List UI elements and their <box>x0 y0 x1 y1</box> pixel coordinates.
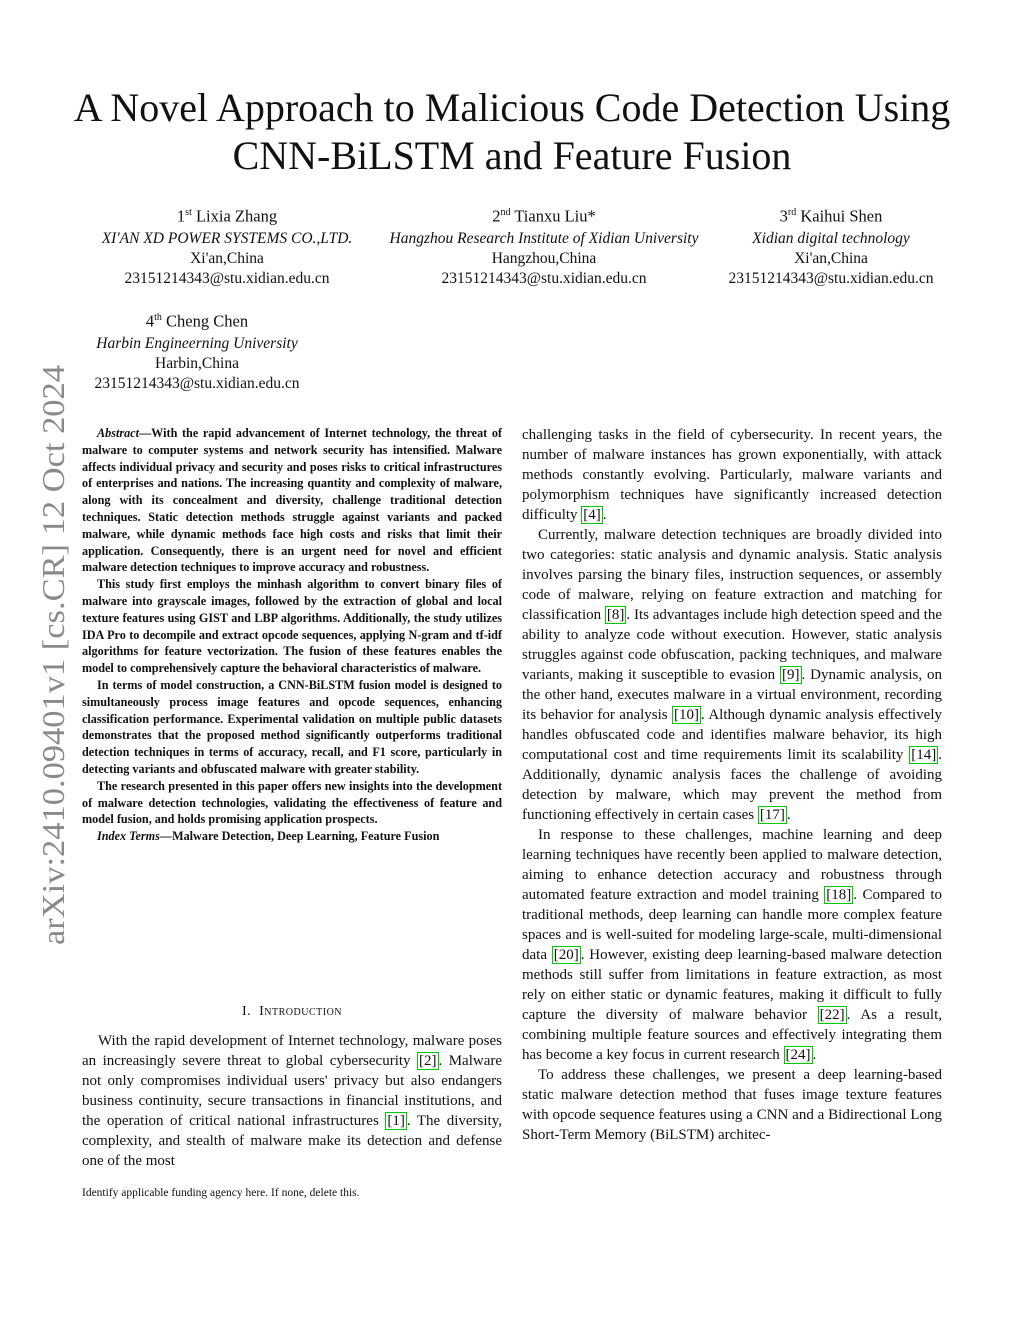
author-email[interactable]: 23151214343@stu.xidian.edu.cn <box>441 269 647 287</box>
citation-link[interactable]: [24] <box>785 1047 811 1063</box>
author-block-4 <box>82 308 312 394</box>
citation-link[interactable]: [4] <box>583 507 601 523</box>
author-affiliation: Xidian digital technology <box>752 229 910 247</box>
author-affiliation: XI'AN XD POWER SYSTEMS CO.,LTD. <box>101 229 353 247</box>
citation-link[interactable]: [20] <box>553 947 579 963</box>
citation-link[interactable]: [8] <box>606 607 625 623</box>
arxiv-sidebar-svg <box>20 360 80 950</box>
abstract-paragraph-4: The research presented in this paper offers new insights into the development of malware detection technologies, validating the effectiveness of feature and model fusion, and holds promising application prospects. <box>82 778 502 827</box>
footnote: Identify applicable funding agency here. If none, delete this. <box>82 1187 360 1199</box>
paper-title: A Novel Approach to Malicious Code Detection Using CNN-BiLSTM and Feature Fusion <box>73 85 951 178</box>
citation-link[interactable]: [2] <box>419 1053 437 1069</box>
intro-paragraph-1-cont: challenging tasks in the field of cybersecurity. In recent years, the number of malware instances has grown exponentially, with attack methods constantly evolving. Particularly, malware variants and polymorphism techniques have significantly increased detection difficulty [4] . <box>522 427 942 523</box>
citation-link[interactable]: [22] <box>819 1007 845 1023</box>
intro-paragraph-2: Currently, malware detection techniques are broadly divided into two categories: static analysis and dynamic analysis. Static analysis involves parsing the binary files, instruction sequences, or assembly code of malware, relying on feature extraction and matching for classification [8] . Its advantages include high detection speed and the ability to analyze code without execution. However, static analysis struggles against code obfuscation, packing techniques, and malware variants, making it susceptible to evasion [9] . Dynamic analysis, on the other hand, executes malware in a virtual environment, recording its behavior for analysis [10] . Although dynamic analysis effectively handles obfuscated code and identifies malware behavior, its high computational cost and time requirements limit its scalability [14] . Additionally, dynamic analysis faces the challenge of avoiding detection by malware, which may prevent the method from functioning effectively in certain cases [17] . <box>522 527 943 823</box>
intro-paragraph-3: In response to these challenges, machine learning and deep learning techniques have recently been applied to malware detection, aiming to enhance detection accuracy and robustness through automated feature extraction and model training [18] . Compared to traditional methods, deep learning can handle more complex feature spaces and is well-suited for modeling large-scale, multi-dimensional data [20] . However, existing deep learning-based malware detection methods still suffer from limitations in feature extraction, as most rely on either static or dynamic features, making it difficult to fully capture the diversity of malware behavior [22] . As a result, combining multiple feature sources and effectively integrating them has become a key focus in current research [24] . <box>522 827 943 1063</box>
citation-link[interactable]: [1] <box>387 1113 405 1129</box>
author-email[interactable]: 23151214343@stu.xidian.edu.cn <box>124 269 330 287</box>
abstract-paragraph-3: In terms of model construction, a CNN-BiLSTM fusion model is designed to simultaneously process image features and opcode sequences, enhancing classification performance. Experimental validation on multiple public datasets demonstrates that the proposed method significantly outperforms traditional detection techniques in terms of accuracy, recall, and F1 score, particularly in detecting variants and obfuscated malware with greater stability. <box>82 677 502 776</box>
index-terms-label: Index Terms <box>97 829 160 844</box>
citation-link[interactable]: [18] <box>826 887 852 903</box>
abstract-label: Abstract <box>97 426 139 440</box>
abstract-paragraph-2: This study first employs the minhash algorithm to convert binary files of malware into grayscale images, followed by the extraction of global and local texture features using GIST and LBP algorithms. Additionally, the study utilizes IDA Pro to decompile and extract opcode sequences, applying N-gram and tf-idf algorithms for feature vectorization. The fusion of these features enables the model to comprehensively capture the behavioral characteristics of malware. <box>82 577 502 676</box>
right-column <box>522 425 942 1145</box>
author-name: 3rd Kaihui Shen <box>779 206 883 226</box>
citation-link[interactable]: [10] <box>674 707 700 723</box>
author-name: 1st Lixia Zhang <box>176 206 278 226</box>
abstract <box>82 425 502 845</box>
citation-link[interactable]: [9] <box>782 667 800 683</box>
author-location: Harbin,China <box>155 354 239 372</box>
index-terms: Index Terms—Malware Detection, Deep Learning, Feature Fusion <box>97 829 440 844</box>
citation-link[interactable]: [14] <box>911 747 937 763</box>
author-location: Xi'an,China <box>190 249 264 267</box>
intro-paragraph-4: To address these challenges, we present a deep learning-based static malware detection method that fuses image texture features with opcode sequence features using a CNN and a Bidirectional Long Short-Term Memory (BiLSTM) architec- <box>522 1067 942 1143</box>
author-block-1 <box>82 203 372 289</box>
author-affiliation: Hangzhou Research Institute of Xidian University <box>389 229 699 247</box>
author-name: 4th Cheng Chen <box>145 311 249 331</box>
section-heading-introduction: I. Introduction <box>241 1004 343 1019</box>
citation-link[interactable]: [17] <box>759 807 785 823</box>
intro-paragraph-1: With the rapid development of Internet technology, malware poses an increasingly severe threat to global cybersecurity [2] . Malware not only compromises individual users' privacy but also endangers business continuity, secure transactions in financial institutions, and the operation of critical national infrastructures [1] . The diversity, complexity, and stealth of malware make its detection and defense one of the most <box>82 1033 503 1169</box>
introduction-left <box>82 1031 502 1171</box>
author-name: 2nd Tianxu Liu* <box>492 206 596 226</box>
arxiv-sidebar-stamp <box>20 360 80 950</box>
author-location: Xi'an,China <box>794 249 868 267</box>
author-block-2 <box>372 203 716 289</box>
author-location: Hangzhou,China <box>491 249 597 267</box>
author-block-3 <box>718 203 944 289</box>
author-email[interactable]: 23151214343@stu.xidian.edu.cn <box>728 269 934 287</box>
author-affiliation: Harbin Engineerning University <box>96 334 298 352</box>
abstract-paragraph-1: Abstract—With the rapid advancement of Internet technology, the threat of malware to computer systems and network security has intensified. Malware affects individual privacy and security and poses risks to critical infrastructures of enterprises and nations. The increasing quantity and complexity of malware, along with its concealment and diversity, challenge traditional detection techniques. Static detection methods struggle against variants and packed malware, while dynamic methods face high costs and risks that limit their application. Consequently, there is an urgent need for novel and efficient malware detection techniques to improve accuracy and robustness. <box>82 426 502 575</box>
arxiv-id-text: arXiv:2410.09401v1 [cs.CR] 12 Oct 2024 <box>35 406 71 945</box>
author-email[interactable]: 23151214343@stu.xidian.edu.cn <box>94 374 300 392</box>
